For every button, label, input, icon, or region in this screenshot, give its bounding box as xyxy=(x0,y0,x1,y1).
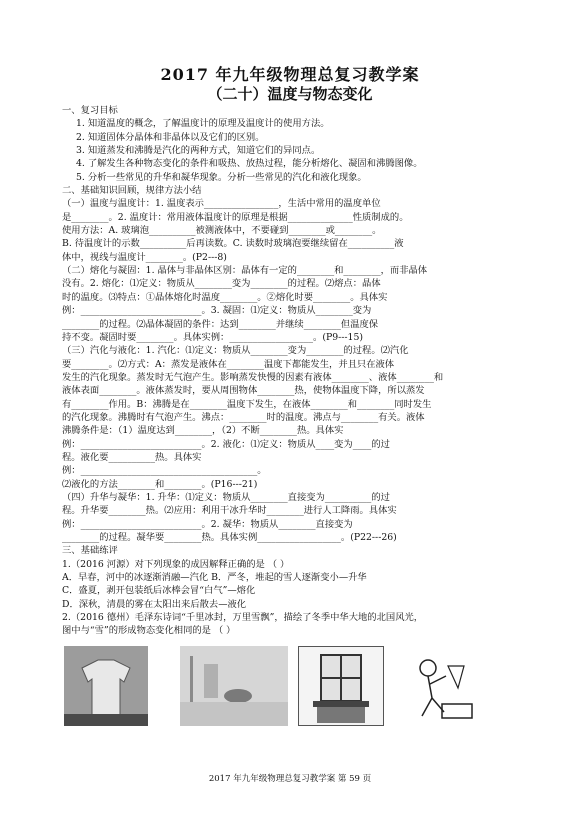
text-line: 没有。2. 熔化：⑴定义：物质从________变为________的过程。⑵熔点：晶体 xyxy=(62,278,381,290)
text-line: 三、基础练评 xyxy=(62,545,118,557)
text-line: 一、复习目标 xyxy=(62,105,118,116)
text-line: （三）汽化与液化：1. 汽化：⑴定义：物质从________变为________的过程。⑵汽化 xyxy=(62,345,409,357)
foggy-street-photo xyxy=(180,646,288,726)
text-line: 4. 了解发生各种物态变化的条件和吸热、放热过程，能分析熔化、凝固和沸腾图像。 xyxy=(76,158,423,170)
text-line: 沸腾条件是：（1）温度达到________，（2）不断________热。具体实 xyxy=(62,425,344,437)
text-line: 二、基础知识回顾，规律方法小结 xyxy=(62,185,202,197)
text-line: 有________作用。B：沸腾是在________温度下发生，在液体________和________同时发生 xyxy=(62,398,432,410)
text-line: 程。升华要________热。⑵应用：利用干冰升华时________进行人工降雨。具体实 xyxy=(62,505,397,517)
text-line: 体中，视线与温度计________。(P2---8) xyxy=(62,251,227,263)
text-line: 例：__________________________。3. 凝固：⑴定义：物质从________变为 xyxy=(62,305,372,317)
text-line: C．盛夏，剥开包装纸后冰棒会冒“白气”—熔化 xyxy=(62,585,256,597)
text-line: 2. 知道固体分晶体和非晶体以及它们的区别。 xyxy=(76,131,265,143)
text-line: ________的过程。⑵晶体凝固的条件：达到________并继续________但温度保 xyxy=(62,318,379,330)
text-line: 5. 分析一些常见的升华和凝华现象。分析一些常见的汽化和液化现象。 xyxy=(76,171,367,183)
text-line: 是________。2. 温度计：常用液体温度计的原理是根据______________性质制成的。 xyxy=(62,211,409,223)
text-line: （四）升华与凝华：1. 升华：⑴定义：物质从________直接变为__________的过 xyxy=(62,491,390,503)
page-footer: 2017 年九年级物理总复习教学案 第 59 页 xyxy=(208,774,372,784)
text-line: A．早春，河中的冰逐渐消融—汽化 B．严冬，堆起的雪人逐渐变小—升华 xyxy=(62,572,367,584)
page-subtitle: （二十）温度与物态变化 xyxy=(207,85,373,103)
text-line: 3. 知道蒸发和沸腾是汽化的两种方式，知道它们的异同点。 xyxy=(76,145,321,157)
window-frost-photo xyxy=(298,646,384,726)
text-line: ⑵液化的方法________和________。(P16---21) xyxy=(62,478,258,490)
text-line: 1. 知道温度的概念，了解温度计的原理及温度计的使用方法。 xyxy=(76,118,330,130)
text-line: 例：__________________________。2. 液化：⑴定义：物质从____变为____的过 xyxy=(62,438,390,450)
text-line: B. 待温度计的示数__________后再读数。C. 读数时玻璃泡要继续留在__________液 xyxy=(62,238,404,250)
text-line: 液体表面________。液体蒸发时，要从周围物体________热，使物体温度下降，所以蒸发 xyxy=(62,385,425,397)
text-line: 例：______________________________________。 xyxy=(62,465,267,477)
text-line: 图中与“雪”的形成物态变化相同的是 （ ） xyxy=(62,625,236,637)
page-title: 2017 年九年级物理总复习教学案 xyxy=(160,65,420,84)
text-line: D．深秋，清晨的雾在太阳出来后散去—液化 xyxy=(62,598,247,610)
freezing-water-illustration xyxy=(408,646,478,726)
text-line: 使用方法：A. 玻璃泡__________被测液体中，不要碰到________或________。 xyxy=(62,225,382,237)
text-line: 2.（2016 德州）毛泽东诗词“千里冰封，万里雪飘”，描绘了冬季中华大地的北国风光， xyxy=(62,612,424,624)
text-line: 1.（2016 河源）对下列现象的成因解释正确的是 （ ） xyxy=(62,558,290,570)
frosted-clothing-photo xyxy=(64,646,148,726)
text-line: 例：__________________________。2. 凝华：物质从________直接变为 xyxy=(62,518,353,530)
document-body xyxy=(62,104,524,638)
text-line: 的汽化现象。沸腾时有气泡产生。沸点：________时的温度。沸点与________有关。液体 xyxy=(62,411,425,423)
text-line: 时的温度。⑶特点：①晶体熔化时温度________。②熔化时要________。具体实 xyxy=(62,291,388,303)
text-line: （一）温度与温度计：1. 温度表示________________，生活中常用的温度单位 xyxy=(62,198,381,210)
text-line: 发生的汽化现象。蒸发时无气泡产生。影响蒸发快慢的因素有液体________、液体________和 xyxy=(62,371,444,383)
text-line: （二）熔化与凝固：1. 晶体与非晶体区别：晶体有一定的________和________，而非晶体 xyxy=(62,265,428,277)
text-line: 要________。⑵方式：A：蒸发是液体在________温度下都能发生，并且只在液体 xyxy=(62,358,395,370)
text-line: ________的过程。凝华要________热。具体实例__________________。(P22---26) xyxy=(62,532,397,543)
text-line: 程。液化要__________热。具体实 xyxy=(62,451,202,463)
text-line: 持不变。凝固时要________。具体实例：__________________。(P9---15) xyxy=(62,331,363,343)
